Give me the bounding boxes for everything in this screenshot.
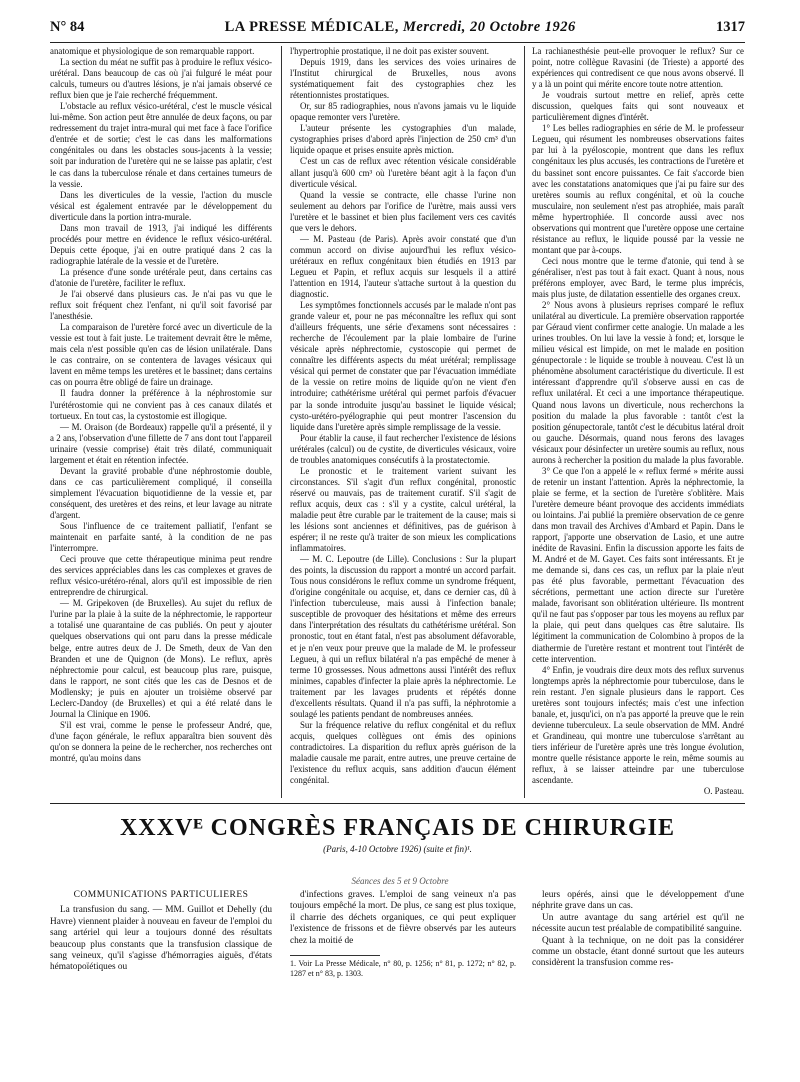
journal-title bbox=[225, 19, 576, 36]
article-column-2 bbox=[290, 46, 516, 798]
article-paragraph: L'obstacle au reflux vésico-urétéral, c'est le muscle vésical lui-même. Son action peut être annulée de deux façons, ou par redressement du trajet intra-mural qui met face à face l'orifice d'entrée et de sortie; c'est le cas dans les malformations congénitales ou dans les obstacles sous-jacents à la vessie; soit par induration de l'uretère qui ne se laisse pas aplatir, c'est le cas dans la tuberculose rénale et dans certaines tumeurs de la vessie. bbox=[50, 101, 272, 189]
article-column-1 bbox=[50, 46, 272, 798]
footnote: 1. Voir La Presse Médicale, n° 80, p. 1256; n° 81, p. 1272; n° 82, p. 1287 et n° 83, p. 1303. bbox=[290, 959, 516, 978]
bottom-column-2 bbox=[290, 890, 516, 1070]
session-dates: Séances des 5 et 9 Octobre bbox=[351, 876, 449, 886]
article-paragraph: — M. Gripekoven (de Bruxelles). Au sujet du reflux de l'urine par la plaie à la suite de la néphrectomie, le rapporteur a totalisé une quarantaine de cas publiés. On peut y ajouter quelques observations qui ont paru dans la presse médicale belge, entre autres deux de J. De Smeth, deux de Van den Branden et une de Quignon (de Mons). Le reflux, après néphrectomie pour calcul, est beaucoup plus rare, puisque, dans le rapport, ne sont cités que les cas de Desnos et de Modlensky; je puis en ajouter un troisième observé par Leclerc-Dandoy (de Bruxelles) et qui a été relaté dans le Journal la Clinique en 1906. bbox=[50, 598, 272, 719]
article-paragraph: S'il est vrai, comme le pense le professeur André, que, d'une façon générale, le reflux apparaîtra bien souvent dès qu'on se donnera la peine de le rechercher, nos recherches ont montré, qu'au moins dans bbox=[50, 719, 272, 763]
article-paragraph: anatomique et physiologique de son remarquable rapport. bbox=[50, 46, 255, 56]
author-signature: O. Pasteau. bbox=[703, 786, 744, 797]
column-divider bbox=[281, 46, 282, 798]
article-paragraph: Devant la gravité probable d'une néphrostomie double, dans ce cas particulièrement compliqué, il conseilla simplement l'évacuation biquotidienne de la vessie et, par conséquent, des uretères et des reins, et leur lavage au nitrate d'argent. bbox=[50, 465, 272, 520]
article-paragraph: La section du méat ne suffit pas à produire le reflux vésico-urétéral. Dans beaucoup de cas où j'ai fulguré le méat pour calculs, tumeurs ou d'autres lésions, je n'ai jamais observé ce reflux bien que je l'aie recherché fréquemment. bbox=[50, 57, 272, 101]
article-paragraph: Quand la vessie se contracte, elle chasse l'urine non seulement au dehors par l'orifice de l'urètre, mais aussi vers l'uretère et le bassinet et bien plus facilement vers ces cavités que vers le dehors. bbox=[290, 189, 516, 233]
communications-heading: COMMUNICATIONS PARTICULIÈRES bbox=[73, 890, 249, 900]
article-paragraph: 2° Nous avons à plusieurs reprises comparé le reflux unilatéral au diverticule. La première observation rapportée par Géraud vient confirmer cette analogie. Un malade a les urines troubles. On lui lave la vessie à fond; et, lorsque le milieu vésical est limpide, on met le malade en position génupectorale : le liquide se trouble à nouveau. C'est là un phénomène absolument caractéristique du diverticule. Il est intéressant d'apprendre qu'il s'observe aussi en cas de reflux unilatéral. Et ceci a une importance thérapeutique. Quand nous lavons un diverticule, nous recherchons la position du malade la plus favorable : tantôt c'est la position génupectorale, tantôt c'est le décubitus latéral droit ou gauche. Désormais, quand nous ferons des lavages vésicaux pour désinfecter un uretère soumis au reflux, nous aurons à rechercher la position du malade la plus favorable. bbox=[532, 300, 744, 465]
article-paragraph: La présence d'une sonde urétérale peut, dans certains cas d'atonie de l'uretère, faciliter le reflux. bbox=[50, 266, 272, 288]
article-paragraph: Sur la fréquence relative du reflux congénital et du reflux acquis, quelques collègues ont émis des opinions contradictoires. La disparition du reflux après guérison de la maladie causale me parait, entre autres, une preuve certaine de l'existence du reflux acquis, sans addition d'aucun élément congénital. bbox=[290, 719, 516, 786]
article-paragraph: Ceci prouve que cette thérapeutique minima peut rendre des services appréciables dans les cas complexes et graves de reflux vésico-urétéro-rénal, alors qu'il est impossible de rien entreprendre de chirurgical. bbox=[50, 554, 272, 598]
article-paragraph: l'hypertrophie prostatique, il ne doit pas exister souvent. bbox=[290, 46, 490, 56]
article-paragraph: — M. Pasteau (de Paris). Après avoir constaté que d'un commun accord on divise aujourd'hui les reflux vésico-urétéraux en reflux congénitaux bien étudiés en 1913 par Legueu et Papin, et reflux acquis sur lesquels il a attiré l'attention en 1914, l'auteur s'attache surtout à la question du diagnostic. bbox=[290, 233, 516, 300]
article-paragraph: Dans les diverticules de la vessie, l'action du muscle vésical est également entravée par le développement du diverticule dans la portion intra-murale. bbox=[50, 189, 272, 222]
congress-subtitle: (Paris, 4-10 Octobre 1926) (suite et fin)¹. bbox=[323, 844, 472, 854]
transfusion-continued: d'infections graves. L'emploi de sang veineux n'a pas toujours empêché la mort. De plus, ce sang est plus toxique, il charrie des déchets organiques, ce qui peut expliquer l'existence de frissons et de fièvre observés par les auteurs chez la moitié de bbox=[290, 890, 516, 946]
congress-title: XXXVᴱ CONGRÈS FRANÇAIS DE CHIRURGIE bbox=[119, 815, 676, 841]
article-paragraph: Depuis 1919, dans les services des voies urinaires de l'Institut chirurgical de Bruxelles, nous avons systématiquement fait des cystographies chez les rétentionnistes prostatiques. bbox=[290, 57, 516, 101]
article-paragraph: 4° Enfin, je voudrais dire deux mots des reflux survenus longtemps après la néphrectomie pour tuberculose, dans le rein restant. J'en signale plusieurs dans le rapport. Ces uretères sont toujours infectés; mais c'est une infection banale, et, jusqu'ici, on n'a pas apporté la preuve que le rein devienne tuberculeux. La seule observation de MM. André et Grandineau, qui montre une tuberculose s'arrêtant au tiers inférieur de l'uretère après une très longue évolution, montre quelle résistance apporte le rein, même soumis au reflux, à se laisser atteindre par une tuberculose ascendante. bbox=[532, 664, 744, 786]
article-paragraph: L'auteur présente les cystographies d'un malade, cystographies prises d'abord après l'injection de 250 cm³ d'un liquide opaque et prises ensuite après miction. bbox=[290, 123, 516, 156]
column-divider bbox=[524, 46, 525, 798]
article-paragraph: Ceci nous montre que le terme d'atonie, qui tend à se généraliser, n'est pas tout à fait exact. Quant à nous, nous préférons employer, avec Bard, le terme plus imprécis, mais plus juste, de dilatation essentielle des organes creux. bbox=[532, 255, 744, 300]
transfusion-end-1: leurs opérés, ainsi que le développement d'une néphrite grave dans un cas. bbox=[532, 890, 744, 912]
article-paragraph: C'est un cas de reflux avec rétention vésicale considérable allant jusqu'à 600 cm³ où l'uretère béant agit à la façon d'un diverticule vésical. bbox=[290, 156, 516, 189]
article-paragraph: Il faudra donner la préférence à la néphrostomie sur l'urétérostomie qui ne convient pas à ces canaux dilatés et tortueux. En tout cas, la cystostomie est illogique. bbox=[50, 388, 272, 421]
article-paragraph: Or, sur 85 radiographies, nous n'avons jamais vu le liquide opaque remonter vers l'uretère. bbox=[290, 101, 516, 123]
page-number: N° 84 bbox=[50, 18, 85, 35]
bottom-column-1 bbox=[50, 890, 272, 1070]
article-paragraph: 3° Ce que l'on a appelé le « reflux fermé » mérite aussi de retenir un instant l'attention. Après la néphrectomie, la plaie se ferme, et la section de l'uretère s'oblitère. Mais l'uretère demeure béant provoque des accidents immédiats ou lointains. J'ai publié la première observation de ce genre dans mon travail des Archives d'Ambard et Papin. Dans le rapport, j'apporte une observation de Lasio, et une autre inédite de Ravasini. Enfin la discussion apporte les faits de M. André et de M. Gayet. Ces faits sont intéressants. Et je me demande si, dans ces cas, un reflux par la plaie n'eut pas été plus favorable, permettant l'évacuation des sécrétions, permettant une action directe sur l'uretère malade, favorisant son oblitération ultérieure. Ils montrent qu'il ne faut pas s'opposer par tous les moyens au reflux par la plaie, qui peut dans quelques cas être salutaire. Ils légitiment la communication de Colombino à propos de la diathermie de l'uretère restant et montrent tout l'intérêt de cette intervention. bbox=[532, 465, 744, 664]
transfusion-paragraph: La transfusion du sang. — MM. Guillot et Dehelly (du Havre) viennent plaider à nouveau en faveur de l'emploi du sang artériel qui leur a toujours donné des résultats beaucoup plus constants que la transfusion classique de sang veineux, qu'il s'agisse d'hémorragies aiguës, d'états hématopoïétiques ou bbox=[50, 905, 272, 973]
transfusion-end-3: Quant à la technique, on ne doit pas la considérer comme un obstacle, étant donné surtout que les auteurs considèrent la transfusion comme res- bbox=[532, 935, 744, 969]
footnote-rule bbox=[290, 955, 380, 956]
header-rule bbox=[50, 42, 745, 43]
article-paragraph: Le pronostic et le traitement varient suivant les circonstances. S'il s'agit d'un reflux congénital, pronostic réservé ou mauvais, pas de traitement curatif. S'il s'agit de reflux acquis, deux cas : s'il y a cystite, calcul urétéral, la maladie peut être curable par le traitement de la cause; mais si les lésions sont anciennes et définitives, pas de guérison à espérer; il ne reste qu'à traiter de son mieux les complications inflammatoires. bbox=[290, 465, 516, 554]
article-paragraph: Je voudrais surtout mettre en relief, après cette discussion, quelques faits qui sont nouveaux et particulièrement dignes d'intérêt. bbox=[532, 90, 744, 123]
article-paragraph: La comparaison de l'uretère forcé avec un diverticule de la vessie est tout à fait juste. Le traitement devrait être le même, mais cela n'est possible qu'en cas de lésion unilatérale. Dans le cas contraire, on se contentera de lavages vésicaux qui lavent en même temps les uretères et le bassinet; dans certains cas on pourra être obligé de faire un drainage. bbox=[50, 322, 272, 388]
article-paragraph: La rachianesthésie peut-elle provoquer le reflux? Sur ce point, notre collègue Ravasini (de Trieste) a apporté des expériences qui contredisent ce que nous avons observé. Il y a là un point qui mérite encore toute notre attention. bbox=[532, 46, 744, 90]
article-paragraph: Les symptômes fonctionnels accusés par le malade n'ont pas grande valeur et, pour ne pas méconnaître les reflux qui sont d'ailleurs fréquents, une série d'examens sont nécessaires : recherche de l'écoulement par la plaie lombaire de l'urine vésicale après néphrectomie, cystoscopie qui permet de connaître les différents aspects du méat urétéral; remplissage vésical qui permet de constater que par l'évacuation immédiate de la vessie on retire moins de liquide qu'on ne vient d'en introduire; cathétérisme urétéral qui permet parfois d'évacuer par la sonde introduite jusqu'au bassinet le liquide vésical; cysto-urétéro-pyélographie qui peut montrer l'ascension du liquide dans l'uretère après simple remplissage de la vessie. bbox=[290, 300, 516, 432]
article-paragraph: Sous l'influence de ce traitement palliatif, l'enfant se maintenait en parfaite santé, à la condition de ne pas l'interrompre. bbox=[50, 521, 272, 554]
folio: 1317 bbox=[716, 18, 745, 35]
article-paragraph: 1° Les belles radiographies en série de M. le professeur Legueu, qui résument les nombreuses observations faites par lui à la pyéloscopie, montrent que dans les reflux congénitaux les plus accusés, les contractions de l'uretère et du bassinet sont encore puissantes. Ce fait s'accorde bien avec les constatations anatomiques que j'ai pu faire sur des uretères soumis au reflux congénital, et où la couche musculaire, non seulement n'est pas atrophiée, mais paraît même hypertrophiée. Il concorde aussi avec nos observations qui montrent que l'uretère oppose une certaine résistance au reflux, le liquide poussé par la vessie ne montant que par à-coups. bbox=[532, 123, 744, 255]
transfusion-end-2: Un autre avantage du sang artériel est qu'il ne nécessite aucun test préalable de compatibilité sanguine. bbox=[532, 912, 744, 935]
bottom-column-3 bbox=[532, 890, 744, 1070]
article-column-3 bbox=[532, 46, 744, 798]
section-rule bbox=[50, 803, 745, 804]
page-header bbox=[50, 14, 745, 40]
article-paragraph: Je l'ai observé dans plusieurs cas. Je n'ai pas vu que le reflux soit fréquent chez l'enfant, ni qu'il soit favorisé par l'anesthésie. bbox=[50, 289, 272, 322]
issue-date: Mercredi, 20 Octobre 1926 bbox=[403, 18, 576, 35]
article-paragraph: — M. Oraison (de Bordeaux) rappelle qu'il a présenté, il y a 2 ans, l'observation d'une fillette de 7 ans dont tout l'appareil urinaire (vessie comprise) était très dilaté, communiquait largement et était en rétention infectée. bbox=[50, 421, 272, 465]
article-paragraph: — M. C. Lepoutre (de Lille). Conclusions : Sur la plupart des points, la discussion du rapport a montré un accord parfait. Tous nous considérons le reflux comme un syndrome fréquent, d'origine congénitale ou acquise, et, dans ce dernier cas, dû à l'infection tuberculeuse, mais aussi à l'infection banale; susceptible de provoquer des hésitations et même des erreurs dans l'interprétation des résultats du cathétérisme urétéral. Son pronostic, tout en étant fatal, n'est pas absolument défavorable, et je n'en veux pour preuve que la malade de M. le professeur Legueu, à qui un reflux bilatéral n'a pas empêché de mener à terme 10 grossesses. Nous admettons aussi l'intérêt des reflux minimes, capables d'infecter la plaie après la néphrectomie. Le traitement par les lavages prudents et répétés donne d'excellents résultats. Quand il n'a pas suffi, la néphrotomie a soulagé les patients pendant de nombreuses années. bbox=[290, 554, 516, 719]
article-paragraph: Dans mon travail de 1913, j'ai indiqué les différents procédés pour mettre en évidence le reflux vésico-urétéral. Depuis cette époque, j'ai en outre pratiqué dans 2 cas la radiographie latérale de la vessie et de l'uretère. bbox=[50, 222, 272, 266]
article-paragraph: Pour établir la cause, il faut rechercher l'existence de lésions urétérales (calcul) ou de cystite, de diverticules vésicaux, voire de troubles anatomiques consécutifs à la prostatectomie. bbox=[290, 432, 516, 465]
congress-heading bbox=[50, 815, 745, 854]
journal-name: LA PRESSE MÉDICALE, bbox=[224, 18, 399, 35]
